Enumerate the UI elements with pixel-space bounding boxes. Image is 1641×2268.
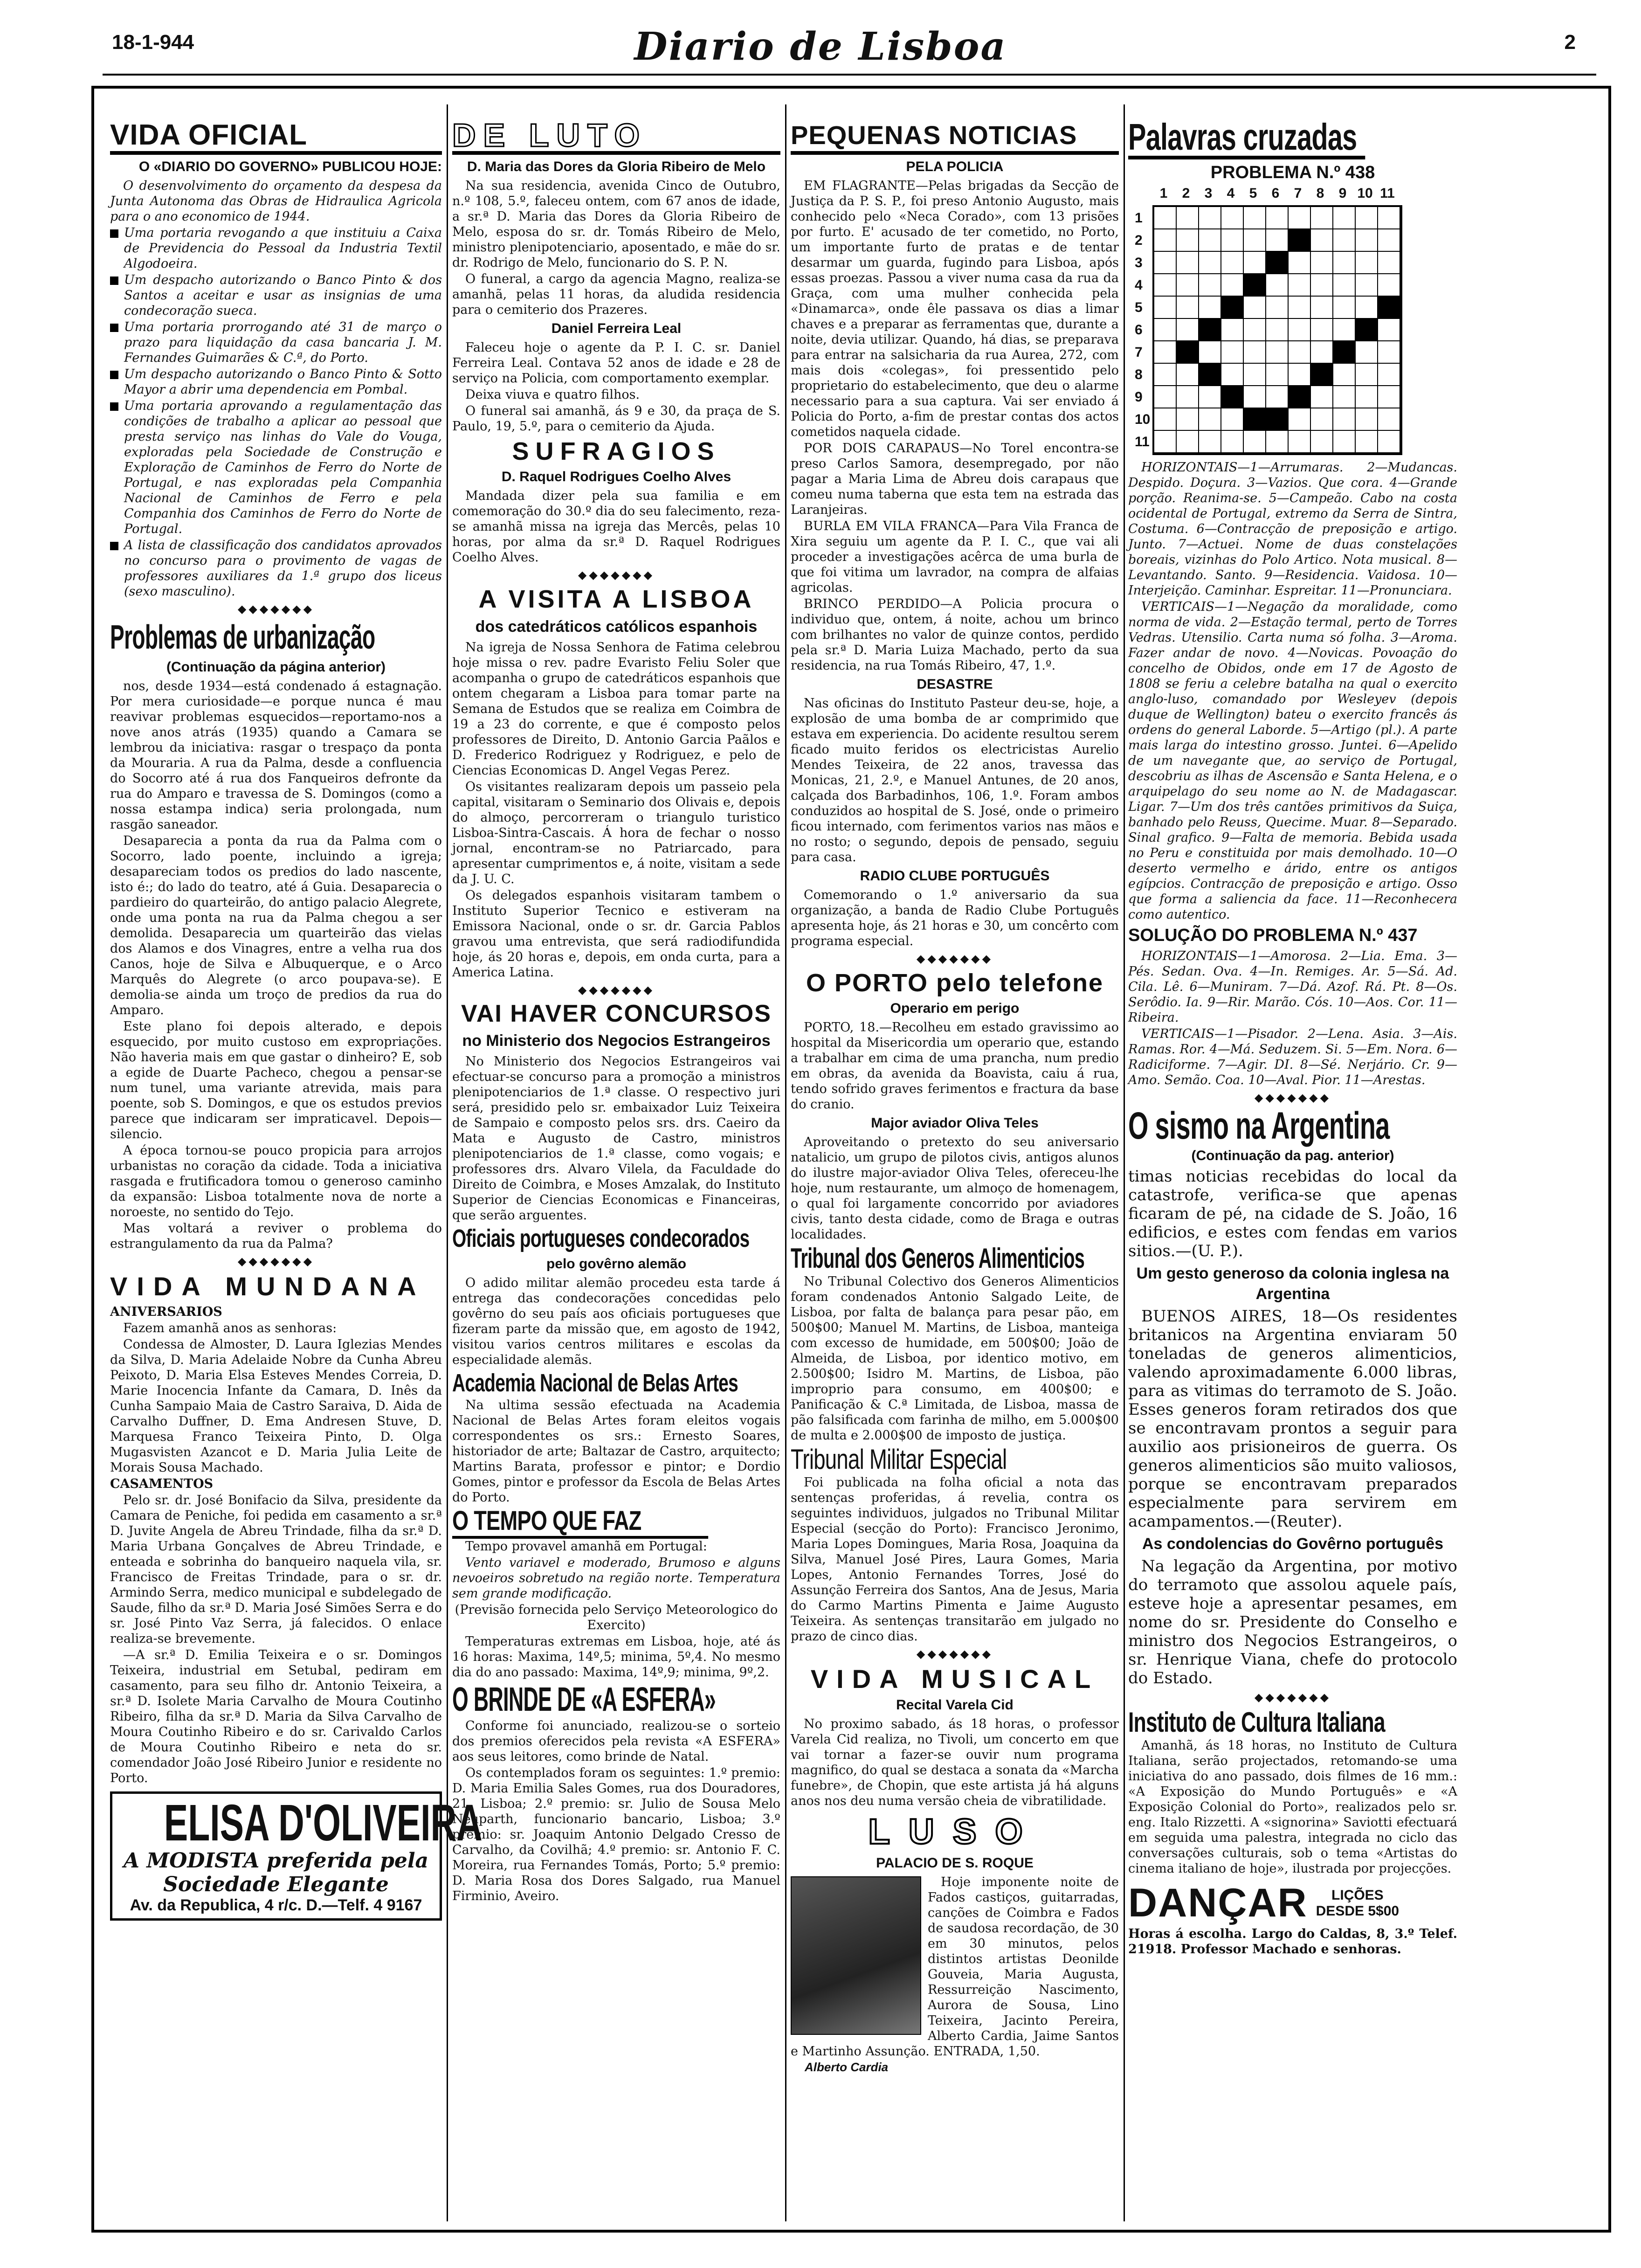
grid-cell <box>1378 207 1400 229</box>
brinde-text: Os contemplados foram os seguintes: 1.º premio: D. Maria Emilia Sales Gomes, rua dos Douradores, 21, Lisboa; 2.º premio: sr. Julio de Sousa Melo Neuparth, funcionario bancario, Lisboa; 3.º premio: sr. Joaquim Antonio Delgado Cresso de Carvalho, da Covilhã; 4.º premio: sr. Antonio F. C. Moreira, rua Fernandes Tomás, Porto; 5.º premio: D. Maria Rosa dos Dores Salgado, rua Manuel Firminio, Aveiro. <box>452 1766 780 1903</box>
grid-cell <box>1154 386 1177 408</box>
aniversarios-intro: Fazem amanhã anos as senhoras: <box>123 1321 337 1335</box>
grid-cell <box>1356 252 1378 274</box>
grid-cell <box>1177 274 1199 297</box>
grid-cell <box>1289 408 1311 431</box>
grid-cell <box>1177 229 1199 252</box>
separator: ◆◆◆◆◆◆◆ <box>237 602 315 615</box>
grid-cell <box>1177 207 1199 229</box>
grid-cell <box>1311 274 1333 297</box>
grid-row-num: 2 <box>1135 233 1143 248</box>
grid-row-num: 6 <box>1135 322 1143 338</box>
news-paragraph: Comemorando o 1.º aniversario da sua organização, a banda de Radio Clube Português apresenta hoje, ás 21 horas e 30, um concêrto com programa especial. <box>791 888 1119 948</box>
grid-cell <box>1199 252 1221 274</box>
problem-number: PROBLEMA N.º 438 <box>1210 163 1375 182</box>
obituary-text: Faleceu hoje o agente da P. I. C. sr. Daniel Ferreira Leal. Contava 52 anos de idade e 28 de serviço na Policia, com comportamento exemplar. <box>452 340 780 386</box>
separator: ◆◆◆◆◆◆◆ <box>916 1647 993 1660</box>
grid-cell <box>1311 341 1333 364</box>
grid-cell <box>1199 319 1221 341</box>
grid-cell <box>1356 229 1378 252</box>
grid-cell <box>1154 297 1177 319</box>
sufragio-name: D. Raquel Rodrigues Coelho Alves <box>501 469 731 484</box>
grid-col-num: 4 <box>1227 186 1235 201</box>
grid-cell <box>1378 408 1400 431</box>
vida-musical-heading: VIDA MUSICAL <box>810 1664 1099 1694</box>
grid-row-num: 3 <box>1135 255 1143 270</box>
grid-cell <box>1311 207 1333 229</box>
solution-horizontais: HORIZONTAIS—1—Amorosa. 2—Lia. Ema. 3—Pés. Sedan. Ova. 4—In. Remiges. Ar. 5—Sá. Ad. Cila. Lê. 6—Muniram. 7—Dá. Azof. Rá. Pt. 8—Os. Serôdio. Ia. 9—Rir. Marão. Cós. 10—Aos. Cor. 11—Ribeira. <box>1128 949 1457 1025</box>
obituary-text: Deixa viuva e quatro filhos. <box>465 387 640 402</box>
grid-cell <box>1378 431 1400 453</box>
grid-cell <box>1289 386 1311 408</box>
grid-cell <box>1266 229 1289 252</box>
oficiais-heading: Oficiais portugueses condecorados <box>452 1224 750 1252</box>
porto-heading: O PORTO pelo telefone <box>806 969 1104 997</box>
grid-cell <box>1311 319 1333 341</box>
ad-address: Av. da Republica, 4 r/c. D.—Telf. 4 9167 <box>130 1896 422 1914</box>
column-rule <box>1124 104 1125 2221</box>
grid-cell <box>1266 408 1289 431</box>
vida-mundana-heading: VIDA MUNDANA <box>110 1272 426 1301</box>
article-paragraph: A época tornou-se pouco propicia para arrojos urbanistas no coração da cidade. Toda a iniciativa rasgada e frutificadora tomou o generoso caminho da expansão: Lisboa totalmente nova de norte a noroeste, no sentido do Tejo. <box>110 1143 442 1219</box>
grid-cell <box>1221 207 1244 229</box>
grid-column-numbers <box>1152 186 1457 201</box>
porto-subheading: Operario em perigo <box>890 1001 1020 1016</box>
grid-cell <box>1177 431 1199 453</box>
concursos-text: No Ministerio dos Negocios Estrangeiros vai efectuar-se concurso para a promoção a ministros plenipotenciarios de 1.ª classe. O respectivo juri será, presidido pelo sr. embaixador Luiz Teixeira de Sampaio e composto pelos srs. drs. Caeiro da Mata e Augusto de Castro, ministros plenipotenciarios de 1.ª classe, como vogais; e professores drs. Alvaro Vilela, da Faculdade do Direito de Coimbra, e Moses Amzalak, do Instituto Superior de Ciencias Economicas e Financeiras, que serão arguentes. <box>452 1054 780 1223</box>
grid-cell <box>1378 364 1400 386</box>
grid-cell <box>1221 297 1244 319</box>
visita-heading: A VISITA A LISBOA <box>478 585 754 613</box>
performer-photo <box>791 1876 921 2035</box>
grid-col-num: 10 <box>1357 186 1373 201</box>
column-4 <box>1128 118 1457 2217</box>
visita-paragraph: Os delegados espanhois visitaram tambem o Instituto Superior Tecnico e estiveram na Emissora Nacional, onde o sr. dr. Garcia Pablos gravou uma entrevista, que será radiodifundida hoje, ás 20 horas e, depois, em onda curta, para a America Latina. <box>452 888 780 980</box>
tempo-temperatures: Temperaturas extremas em Lisboa, hoje, até ás 16 horas: Maxima, 14º,5; minima, 5º,4. No mesmo dia do ano passado: Maxima, 14º,9; minima, 9º,2. <box>452 1634 780 1680</box>
verticais-clues: VERTICAIS—1—Negação da moralidade, como norma de vida. 2—Estação termal, perto de Torres Vedras. Utensilio. Carta numa só folha. 3—Aroma. Fazer andar de novo. 4—Novicas. Povoação do concelho de Obidos, onde em 17 de Agosto de 1808 se feriu a celebre batalha na qual o exercito anglo-luso, comandado por Wesleyev (depois duque de Wellington) bateu o exercito francês ás ordens do general Laborde. 5—Artigo (pl.). A parte mais larga do intestino grosso. Juntei. 6—Apelido de um navegante que, ao serviço de Portugal, descobriu as ilhas de Ascensão e Santa Helena, e o arquipelago do seu nome ao N. de Madagascar. Ligar. 7—Um dos três cantões primitivos da Suiça, banhado pelo Reuss, Quecime. Muar. 8—Separado. Sinal grafico. 9—Falta de memoria. Bebida usada no Peru e constituida por mais demolhado. 10—O deserto vermelho e árido, entre os antigos egípcios. Contracção de preposição e artigo. Osso que forma a saliencia da face. 11—Reconhecera como autentico. <box>1128 600 1457 922</box>
grid-cell <box>1154 341 1177 364</box>
grid-cell <box>1199 341 1221 364</box>
grid-cell <box>1356 386 1378 408</box>
grid-cell <box>1199 207 1221 229</box>
grid-cell <box>1333 386 1356 408</box>
grid-cell <box>1221 252 1244 274</box>
obituary-text: Na sua residencia, avenida Cinco de Outubro, n.º 108, 5.º, faleceu ontem, com 67 anos de idade, a sr.ª D. Maria das Dores da Gloria Ribeiro de Melo, esposa do sr. dr. Tomás Ribeiro de Melo, ministro plenipotenciario, aposentado, e mãe do sr. dr. Rodrigo de Melo, funcionario do S. P. N. <box>452 179 780 270</box>
column-3 <box>791 118 1119 2217</box>
gov-item: Um despacho autorizando o Banco Pinto & Sotto Mayor a abrir uma dependencia em Pombal. <box>110 366 442 397</box>
grid-cell <box>1199 229 1221 252</box>
article-paragraph: Este plano foi depois alterado, e depois esquecido, por muito custoso em expropriações. Não haveria mais em que gastar o dinheiro? E, sob a egide de Duarte Pacheco, chegou a pensar-se num tunel, uma variante atrevida, mais para poente, sob S. Domingos, e que os estudos previos parece que indicaram ser impraticavel. Depois—silencio. <box>110 1019 442 1141</box>
casamento-paragraph: —A sr.ª D. Emilia Teixeira e o sr. Domingos Teixeira, industrial em Setubal, pediram em casamento, para seu filho dr. Antonio Teixeira, a sr.ª D. Isolete Maria Carvalho de Moura Coutinho Ribeiro, filha da sr.ª D. Maria da Silva Carvalho de Moura Coutinho Ribeiro e do sr. Carivaldo Carlos de Moura Coutinho Ribeiro e neta do sr. comendador João José Ribeiro Junior e residente no Porto. <box>110 1648 442 1785</box>
grid-col-num: 5 <box>1249 186 1257 201</box>
grid-cell <box>1199 386 1221 408</box>
obituary-text: O funeral sai amanhã, ás 9 e 30, da praça de S. Paulo, 19, 5.º, para o cemiterio da Ajuda. <box>452 404 780 434</box>
section-label: RADIO CLUBE PORTUGUÊS <box>860 868 1050 884</box>
sismo-subheading: As condolencias do Govêrno português <box>1142 1535 1444 1553</box>
grid-cell <box>1356 319 1378 341</box>
grid-cell <box>1356 408 1378 431</box>
ad-line: A MODISTA preferida pela <box>123 1849 429 1873</box>
grid-cell <box>1289 431 1311 453</box>
crossword-grid <box>1152 205 1402 455</box>
grid-cell <box>1177 341 1199 364</box>
grid-cell <box>1154 319 1177 341</box>
grid-cell <box>1177 252 1199 274</box>
de-luto-heading: DE LUTO <box>452 120 780 155</box>
sismo-paragraph: timas noticias recebidas do local da catastrofe, verifica-se que apenas ficaram de pé, na cidade de S. João, 16 edificios, e estes com fendas em varios sitios.—(U. P.). <box>1128 1167 1457 1260</box>
diario-governo-subheading: O «DIARIO DO GOVERNO» PUBLICOU HOJE: <box>138 159 442 174</box>
vida-oficial-heading: VIDA OFICIAL <box>110 120 442 155</box>
separator: ◆◆◆◆◆◆◆ <box>578 983 655 996</box>
grid-cell <box>1221 229 1244 252</box>
tempo-source: (Previsão fornecida pelo Serviço Meteorologico do Exercito) <box>455 1603 778 1632</box>
grid-cell <box>1333 364 1356 386</box>
masthead <box>0 0 1641 84</box>
masthead-rule <box>103 74 1596 76</box>
grid-cell <box>1356 207 1378 229</box>
grid-cell <box>1266 319 1289 341</box>
grid-col-num: 1 <box>1159 186 1168 201</box>
grid-cell <box>1221 386 1244 408</box>
sismo-paragraph: BUENOS AIRES, 18—Os residentes britanicos na Argentina enviaram 50 toneladas de generos alimenticios, valendo aproximadamente 6.000 libras, para as vitimas do terramoto de S. João. Esses generos foram retirados dos que se encontravam prontos a seguir para auxilio aos prisioneiros de guerra. Os generos alimenticios são muito valiosos, porque se encontravam preparados especialmente para servirem em acampamentos.—(Reuter). <box>1128 1307 1457 1531</box>
grid-cell <box>1333 274 1356 297</box>
grid-cell <box>1244 386 1266 408</box>
grid-cell <box>1244 408 1266 431</box>
grid-cell <box>1177 364 1199 386</box>
news-paragraph: Aproveitando o pretexto do seu aniversario natalicio, um grupo de pilotos civis, antigos alunos do ilustre major-aviador Oliva Teles, ofereceu-lhe hoje, num restaurante, um almoço de homenagem, o qual foi largamente concorrido por aviadores civis, tanto desta cidade, como de Braga e outras localidades. <box>791 1135 1119 1242</box>
grid-cell <box>1378 319 1400 341</box>
sismo-paragraph: Na legação da Argentina, por motivo do terramoto que assolou aquele país, esteve hoje a apresentar pesames, em nome do sr. Presidente do Conselho e ministro dos Negocios Estrangeiros, o sr. Henrique Viana, chefe do protocolo do Estado. <box>1128 1557 1457 1687</box>
grid-col-num: 8 <box>1316 186 1324 201</box>
grid-row-num: 8 <box>1135 367 1143 382</box>
grid-cell <box>1356 297 1378 319</box>
luso-subheading: PALACIO DE S. ROQUE <box>876 1855 1034 1871</box>
palavras-cruzadas-heading: Palavras cruzadas <box>1128 118 1365 159</box>
grid-cell <box>1266 431 1289 453</box>
column-rule <box>785 104 786 2221</box>
tribunal-militar-heading: Tribunal Militar Especial <box>791 1444 1007 1475</box>
news-paragraph: BURLA EM VILA FRANCA—Para Vila Franca de Xira seguiu um agente da P. I. C., que vai ali proceder a investigações acêrca de uma burla de que foi vitima um lavrador, na compra de alfaias agricolas. <box>791 519 1119 595</box>
gov-item: Uma portaria prorrogando até 31 de março o prazo para liquidação da casa bancaria J. M. Fernandes Guimarães & C.ª, do Porto. <box>110 319 442 366</box>
separator: ◆◆◆◆◆◆◆ <box>237 1255 315 1268</box>
grid-cell <box>1289 207 1311 229</box>
dancar-word: DANÇAR <box>1128 1881 1308 1925</box>
aniversarios-list: Condessa de Almoster, D. Laura Iglezias Mendes da Silva, D. Maria Adelaide Nobre da Cunha Abreu Peixoto, D. Maria Elsa Esteves Mendes Correia, D. Marie Inocencia Infante da Camara, D. Inês da Cunha Sampaio Maia de Castro Saraiva, D. Aida de Carvalho Duffner, D. Ema Andresen Stuve, D. Marquesa Franco Teixeira Pinto, D. Olga Mugasvisten Azancot e D. Maria Julia Leite de Morais Sousa Machado. <box>110 1337 442 1475</box>
grid-cell <box>1289 297 1311 319</box>
grid-cell <box>1199 364 1221 386</box>
grid-cell <box>1289 341 1311 364</box>
ad-line: Sociedade Elegante <box>163 1873 389 1896</box>
grid-cell <box>1244 364 1266 386</box>
grid-cell <box>1378 252 1400 274</box>
grid-cell <box>1244 252 1266 274</box>
tempo-forecast: Vento variavel e moderado, Brumoso e alguns nevoeiros sobretudo na região norte. Temperatura sem grande modificação. <box>452 1556 780 1601</box>
grid-cell <box>1177 297 1199 319</box>
grid-cell <box>1177 408 1199 431</box>
instituto-text: Amanhã, ás 18 horas, no Instituto de Cultura Italiana, serão projectados, retomando-se uma iniciativa do ano passado, dois filmes de 16 mm.: «A Exposição do Mundo Português» e «A Exposição Colonial do Porto», realizados pelo sr. eng. Italo Rizzetti. A «signorina» Saviotti efectuará em seguida uma palestra, integrada no ciclo das conversações culturais, sob o tema «Artistas do cinema italiano de hoje», ilustrada por projecções. <box>1128 1738 1457 1876</box>
newspaper-title: Diario de Lisboa <box>634 24 1007 69</box>
grid-cell <box>1333 297 1356 319</box>
dancar-licoes: LIÇÕES <box>1331 1887 1384 1903</box>
news-paragraph: Nas oficinas do Instituto Pasteur deu-se, hoje, a explosão de uma bomba de ar comprimido que estava em experiencia. Do acidente resultou serem ficado muito feridos os electricistas Aurelio Mendes Teixeira, de 22 anos, travessa das Monicas, 21, 2.º, e Manuel Antunes, de 20 anos, calçada dos Barbadinhos, 106, 1.º. Foram ambos conduzidos ao hospital de S. José, onde o primeiro ficou internado, com ferimentos varios nas mãos e no rosto; o segundo, depois de pensado, seguiu para casa. <box>791 696 1119 864</box>
grid-cell <box>1333 229 1356 252</box>
grid-cell <box>1266 341 1289 364</box>
grid-cell <box>1199 274 1221 297</box>
grid-cell <box>1311 252 1333 274</box>
news-paragraph: No proximo sabado, ás 18 horas, o professor Varela Cid realiza, no Tivoli, um concerto em que vai tornar a fazer-se ouvir num programa magnifico, do qual se destaca a sonata da «Marcha funebre», de Chopin, que este artista já há alguns anos nos deu numa versão cheia de vibratilidade. <box>791 1717 1119 1808</box>
obituary-name: D. Maria das Dores da Gloria Ribeiro de Melo <box>467 159 766 174</box>
tempo-text: Tempo provavel amanhã em Portugal: <box>465 1539 707 1554</box>
photo-caption: Alberto Cardia <box>805 2060 889 2074</box>
grid-cell <box>1289 364 1311 386</box>
luso-text: Hoje imponente noite de Fados castiços, guitarradas, canções de Coimbra e Fados de saudosa recordação, de 30 em 30 minutos, pelos distintos artistas Deonilde Gouveia, Maria Augusta, Ressurreição Nascimento, Aurora de Sousa, Lino Teixeira, Jacinto Pereira, Alberto Cardia, Jaime Santos e Martinho Assunção. ENTRADA, 1,50. <box>791 1875 1119 2059</box>
gov-item: O desenvolvimento do orçamento da despesa da Junta Autonoma das Obras de Hidraulica Agricola para o ano economico de 1944. <box>110 179 442 224</box>
grid-cell <box>1356 364 1378 386</box>
grid-cell <box>1244 431 1266 453</box>
grid-row-num: 5 <box>1135 300 1143 315</box>
grid-cell <box>1266 207 1289 229</box>
section-label: DESASTRE <box>917 677 993 692</box>
gov-item: Uma portaria revogando a que instituiu a Caixa de Previdencia do Pessoal da Industria Textil Algodoeira. <box>110 225 442 271</box>
grid-cell <box>1244 207 1266 229</box>
grid-row-num: 11 <box>1135 434 1150 449</box>
column-1 <box>110 118 483 2217</box>
ad-name: ELISA D'OLIVEIRA <box>164 1794 483 1852</box>
section-label: Major aviador Oliva Teles <box>871 1115 1039 1131</box>
grid-col-num: 2 <box>1182 186 1190 201</box>
academia-heading: Academia Nacional de Belas Artes <box>452 1369 738 1397</box>
grid-cell <box>1378 297 1400 319</box>
grid-cell <box>1221 274 1244 297</box>
aniversarios-label: ANIVERSARIOS <box>110 1305 222 1319</box>
sufragio-text: Mandada dizer pela sua familia e em comemoração do 30.º dia do seu falecimento, reza-se amanhã missa na igreja das Mercês, pelas 10 horas, por alma da sr.ª D. Raquel Rodrigues Coelho Alves. <box>452 489 780 565</box>
grid-cell <box>1177 386 1199 408</box>
grid-col-num: 11 <box>1380 186 1395 201</box>
grid-cell <box>1221 319 1244 341</box>
obituary-text: O funeral, a cargo da agencia Magno, realiza-se amanhã, pelas 11 horas, da aludida residencia para o cemiterio dos Prazeres. <box>452 272 780 317</box>
column-rule <box>447 104 448 2221</box>
grid-cell <box>1311 431 1333 453</box>
grid-row-num: 1 <box>1135 210 1143 226</box>
grid-cell <box>1333 341 1356 364</box>
article-paragraph: Mas voltará a reviver o problema do estrangulamento da rua da Palma? <box>110 1221 442 1251</box>
grid-cell <box>1154 229 1177 252</box>
grid-cell <box>1266 297 1289 319</box>
grid-cell <box>1378 386 1400 408</box>
grid-cell <box>1311 229 1333 252</box>
obituary-name: Daniel Ferreira Leal <box>551 321 682 336</box>
dancar-details: Horas á escolha. Largo do Caldas, 8, 3.º Telef. 21918. Professor Machado e senhoras. <box>1128 1927 1457 1957</box>
luso-heading: LUSO <box>868 1812 1041 1852</box>
news-paragraph: EM FLAGRANTE—Pelas brigadas da Secção de Justiça da P. S. P., foi preso Antonio Augusto, mais conhecido pelo «Neca Corado», com 13 prisões por furto. E' acusado de ter cometido, no Porto, um importante furto de pratas e de tentar desarmar um guarda, fugindo para Lisboa, após essas proezas. Passou a viver numa casa da rua da Graça, com uma mulher conhecida pela «Dinamarca», onde êle passava os dias a limar chaves e a preparar as ferramentas que, durante a noite, devia utilizar. Quando, há dias, se preparava para entrar na salsicharia da rua Aurea, 272, com mais dois «colegas», foi pressentido pelo proprietario do estabelecimento, que deu o alarme necessario para a sua captura. Vai ser enviado á Policia do Porto, a-fim de prestar contas dos actos cometidos naquela cidade. <box>791 179 1119 439</box>
gov-item: Uma portaria aprovando a regulamentação das condições de trabalho a aplicar ao pessoal que presta serviço nas linhas do Vale do Vouga, exploradas pela Sociedade de Construção e Exploração de Caminhos de Ferro do Norte de Portugal, e nas exploradas pela Companhia Nacional de Caminhos de Ferro e pela Companhia dos Caminhos de Ferro do Norte de Portugal. <box>110 398 442 537</box>
news-paragraph: No Tribunal Colectivo dos Generos Alimenticios foram condenados Antonio Salgado Leite, de Lisboa, por falta de balança para pesar pão, em 500$00; Manuel M. Martins, de Lisboa, manteiga com excesso de humidade, em 500$00; João de Almeida, de Lisboa, por identico motivo, em 2.500$00; Isidro M. Martins, de Lisboa, pão improprio para consumo, em 400$00; e Panificação & C.ª Limitada, de Lisboa, massa de pão falsificada com farinha de milho, em 5.000$00 de multa e 2.000$00 de imposto de justiça. <box>791 1274 1119 1443</box>
horizontais-clues: HORIZONTAIS—1—Arrumaras. 2—Mudancas. Despido. Doçura. 3—Vazios. Que cora. 4—Grande porção. Reanima-se. 5—Campeão. Cabo na costa ocidental de Portugal, extremo da Serra de Sintra, Costuma. 6—Contracção de preposição e artigo. Junto. 7—Actuei. Nome de duas constelações boreais, vizinhas do Polo Artico. Nota musical. 8—Levantando. Santo. 9—Residencia. Vaidosa. 10—Interjeição. Caminhar. Espreitar. 11—Pronunciara. <box>1128 460 1457 598</box>
oficiais-text: O adido militar alemão procedeu esta tarde á entrega das condecorações concedidas pelo govêrno do seu país aos oficiais portugueses que fizeram parte da missão que, em agosto de 1942, visitou varios centros militares e escolas da especialidade alemãs. <box>452 1276 780 1367</box>
grid-cell <box>1266 252 1289 274</box>
casamento-paragraph: Pelo sr. dr. José Bonifacio da Silva, presidente da Camara de Peniche, foi pedida em casamento a sr.ª D. Juvite Angela de Abreu Trindade, filha da sr.ª D. Maria Urbana Gonçalves de Abreu Trindade, e enteada e sobrinha do banqueiro naquela vila, sr. Francisco de Freitas Trindade, para o sr. dr. Armindo Serra, medico municipal e subdelegado de Saude, filho da sr.ª D. Maria José Simões Serra e do sr. José Pinto Vaz Serra, já falecidos. O enlace realiza-se brevemente. <box>110 1493 442 1646</box>
grid-cell <box>1177 319 1199 341</box>
news-paragraph: Foi publicada na folha oficial a nota das sentenças proferidas, á revelia, contra os seguintes individuos, julgados no Tribunal Militar Especial (secção do Porto): Francisco Jeronimo, Maria Lopes Domingues, Maria Rosa, Joaquina da Silva, Manuel José Pires, Laura Gomes, Maria Lopes, Antonio Fernandes Torres, José do Assunção Ferreira dos Santos, Ana de Jesus, Maria do Carmo Martins Pimenta e Jaime Augusto Teixeira. As sentenças transitarão em julgado no prazo de cinco dias. <box>791 1475 1119 1644</box>
instituto-heading: Instituto de Cultura Italiana <box>1128 1707 1385 1738</box>
solution-verticais: VERTICAIS—1—Pisador. 2—Lena. Asia. 3—Ais. Ramas. Ror. 4—Má. Seduzem. Si. 5—Em. Nora. 6—Radiciforme. 7—Agir. DI. 8—Sé. Nerjário. Cr. 9—Amo. Semão. Coa. 10—Aval. Pior. 11—Arestas. <box>1128 1027 1457 1087</box>
issue-date: 18-1-944 <box>112 31 194 54</box>
grid-cell <box>1378 229 1400 252</box>
casamentos-label: CASAMENTOS <box>110 1477 214 1491</box>
grid-cell <box>1333 319 1356 341</box>
grid-cell <box>1221 431 1244 453</box>
grid-cell <box>1333 207 1356 229</box>
section-label: PELA POLICIA <box>906 159 1004 174</box>
grid-cell <box>1199 297 1221 319</box>
grid-cell <box>1311 408 1333 431</box>
grid-cell <box>1356 341 1378 364</box>
grid-cell <box>1154 431 1177 453</box>
grid-cell <box>1266 364 1289 386</box>
grid-cell <box>1266 274 1289 297</box>
tribunal-generos-heading: Tribunal dos Generos Alimenticios <box>791 1243 1085 1274</box>
grid-cell <box>1289 229 1311 252</box>
grid-cell <box>1333 252 1356 274</box>
grid-cell <box>1154 364 1177 386</box>
news-paragraph: PORTO, 18.—Recolheu em estado gravissimo ao hospital da Misericordia um operario que, estando a trabalhar em cima de uma prancha, num predio em obras, da avenida da Boavista, caiu á rua, tendo sofrido graves ferimentos e fractura da base do cranio. <box>791 1020 1119 1112</box>
separator: ◆◆◆◆◆◆◆ <box>1254 1691 1331 1704</box>
pequenas-noticias-heading: PEQUENAS NOTICIAS <box>791 120 1119 155</box>
visita-subheading: dos catedráticos católicos espanhois <box>475 618 758 636</box>
grid-cell <box>1266 386 1289 408</box>
grid-cell <box>1289 319 1311 341</box>
tempo-heading: O TEMPO QUE FAZ <box>452 1506 708 1539</box>
grid-cell <box>1199 408 1221 431</box>
news-paragraph: POR DOIS CARAPAUS—No Torel encontra-se preso Carlos Samora, desempregado, por não pagar a Maria Lima de Abreu dois carapaus que comeu numa taberna que esta tem na estrada das Laranjeiras. <box>791 441 1119 517</box>
sismo-subheading: Um gesto generoso da colonia inglesa na Argentina <box>1136 1265 1449 1303</box>
grid-cell <box>1244 341 1266 364</box>
grid-cell <box>1221 364 1244 386</box>
grid-cell <box>1289 252 1311 274</box>
grid-cell <box>1311 386 1333 408</box>
grid-cell <box>1244 319 1266 341</box>
article-paragraph: nos, desde 1934—está condenado á estagnação. Por mera curiosidade—e porque nunca é mau reavivar problemas esquecidos—reportamo-nos a nove anos atrás (1935) quando a Camara se lembrou da iniciativa: rasgar o trespaço da ponta da Mouraria. A rua da Palma, desde a confluencia do Socorro até á rua dos Fanqueiros defronte da rua do Amparo e travessa de S. Domingos (como a nossa estampa indica) seria prolongada, num rasgão saneador. <box>110 679 442 832</box>
grid-col-num: 7 <box>1294 186 1302 201</box>
grid-cell <box>1221 341 1244 364</box>
grid-cell <box>1311 297 1333 319</box>
grid-cell <box>1154 408 1177 431</box>
grid-cell <box>1378 341 1400 364</box>
visita-paragraph: Os visitantes realizaram depois um passeio pela capital, visitaram o Seminario dos Olivais e, depois do almoço, percorreram o triangulo turistico Lisboa-Sintra-Cascais. Á hora de fechar o nosso jornal, encontram-se no Patriarcado, para apresentar cumprimentos e, á noite, visitam a sede da J. U. C. <box>452 780 780 886</box>
grid-cell <box>1333 408 1356 431</box>
grid-cell <box>1333 431 1356 453</box>
gov-item: A lista de classificação dos candidatos aprovados no concurso para o provimento de vagas de professores auxiliares da 1.ª grupo dos liceus (sexo masculino). <box>110 538 442 599</box>
separator: ◆◆◆◆◆◆◆ <box>578 568 655 581</box>
grid-cell <box>1378 274 1400 297</box>
academia-text: Na ultima sessão efectuada na Academia Nacional de Belas Artes foram eleitos vogais correspondentes os srs.: Ernesto Soares, historiador de arte; Baltazar de Castro, arquitecto; Martins Barata, professor e pintor; e Dordio Gomes, pintor e professor da Escola de Belas Artes do Porto. <box>452 1398 780 1505</box>
grid-cell <box>1221 408 1244 431</box>
grid-row-num: 7 <box>1135 345 1143 360</box>
oficiais-subheading: pelo govêrno alemão <box>546 1256 687 1272</box>
brinde-text: Conforme foi anunciado, realizou-se o sorteio dos premios oferecidos pela revista «A ESFERA» aos seus leitores, como brinde de Natal. <box>452 1719 780 1764</box>
grid-row-numbers <box>1135 207 1150 453</box>
column-2 <box>452 118 780 2217</box>
recital-subheading: Recital Varela Cid <box>896 1697 1014 1713</box>
continuation-note: (Continuação da página anterior) <box>166 659 386 675</box>
separator: ◆◆◆◆◆◆◆ <box>916 952 993 965</box>
grid-col-num: 6 <box>1271 186 1280 201</box>
grid-cell <box>1244 274 1266 297</box>
grid-cell <box>1311 364 1333 386</box>
grid-cell <box>1154 252 1177 274</box>
news-paragraph: BRINCO PERDIDO—A Policia procura o individuo que, ontem, á noite, achou um brinco com brilhantes no valor de quinze contos, perdido pela sr.ª D. Maria Luiza Machado, perto da sua residencia, na rua Tomás Ribeiro, 47, 1.º. <box>791 597 1119 673</box>
solution-heading: SOLUÇÃO DO PROBLEMA N.º 437 <box>1128 926 1418 945</box>
dancar-price: DESDE 5$00 <box>1316 1903 1400 1919</box>
brinde-heading: O BRINDE DE «A ESFERA» <box>452 1681 716 1718</box>
urbanizacao-heading: Problemas de urbanização <box>110 619 375 656</box>
grid-cell <box>1356 274 1378 297</box>
grid-cell <box>1244 229 1266 252</box>
visita-paragraph: Na igreja de Nossa Senhora de Fatima celebrou hoje missa o rev. padre Evaristo Feliu Soler que acompanha o grupo de catedráticos espanhois que ontem chegaram a Lisboa para tomar parte na Semana de Estudos que se realiza em Coimbra de 19 a 23 do corrente, e que é composto pelos professores de Direito, D. Antonio Garcia Paãlos e D. Frederico Rodriguez y Rodriguez, e pelo de Ciencias Economicas D. Angel Vegas Perez. <box>452 640 780 778</box>
grid-cell <box>1356 431 1378 453</box>
sismo-heading: O sismo na Argentina <box>1128 1105 1390 1147</box>
grid-cell <box>1199 431 1221 453</box>
gov-item: Um despacho autorizando o Banco Pinto & dos Santos a aceitar e usar as insignias de uma condecoração sueca. <box>110 272 442 318</box>
sismo-continuation: (Continuação da pag. anterior) <box>1191 1148 1394 1163</box>
sufragios-heading: SUFRAGIOS <box>512 437 721 465</box>
grid-col-num: 3 <box>1204 186 1213 201</box>
elisa-oliveira-ad <box>110 1791 483 1921</box>
grid-cell <box>1154 207 1177 229</box>
dancar-ad <box>1128 1880 1457 1926</box>
grid-cell <box>1154 274 1177 297</box>
grid-cell <box>1289 274 1311 297</box>
grid-row-num: 10 <box>1135 412 1151 427</box>
concursos-subheading: no Ministerio dos Negocios Estrangeiros <box>462 1032 771 1050</box>
concursos-heading: VAI HAVER CONCURSOS <box>461 1000 772 1027</box>
page-number: 2 <box>1564 31 1576 54</box>
grid-col-num: 9 <box>1338 186 1347 201</box>
separator: ◆◆◆◆◆◆◆ <box>1254 1091 1331 1104</box>
grid-row-num: 4 <box>1135 277 1143 293</box>
grid-cell <box>1244 297 1266 319</box>
grid-row-num: 9 <box>1135 389 1143 405</box>
article-paragraph: Desaparecia a ponta da rua da Palma com o Socorro, lado poente, incluindo a igreja; desapareciam todos os predios do lado nascente, isto é:; do lado do teatro, até á Guia. Desaparecia o pardieiro do quarteirão, do antigo palacio Alegrete, onde uma ponta na rua da Palma chegou a ser demolida. Desaparecia um quarteirão das vielas dos Alamos e dos Vinagres, entre a velha rua dos Canos, hoje de Silva e Albuquerque, e o Arco Marquês do Alegrete (o arco poupava-se). E demolia-se ainda um troço de predios da rua do Amparo. <box>110 834 442 1017</box>
